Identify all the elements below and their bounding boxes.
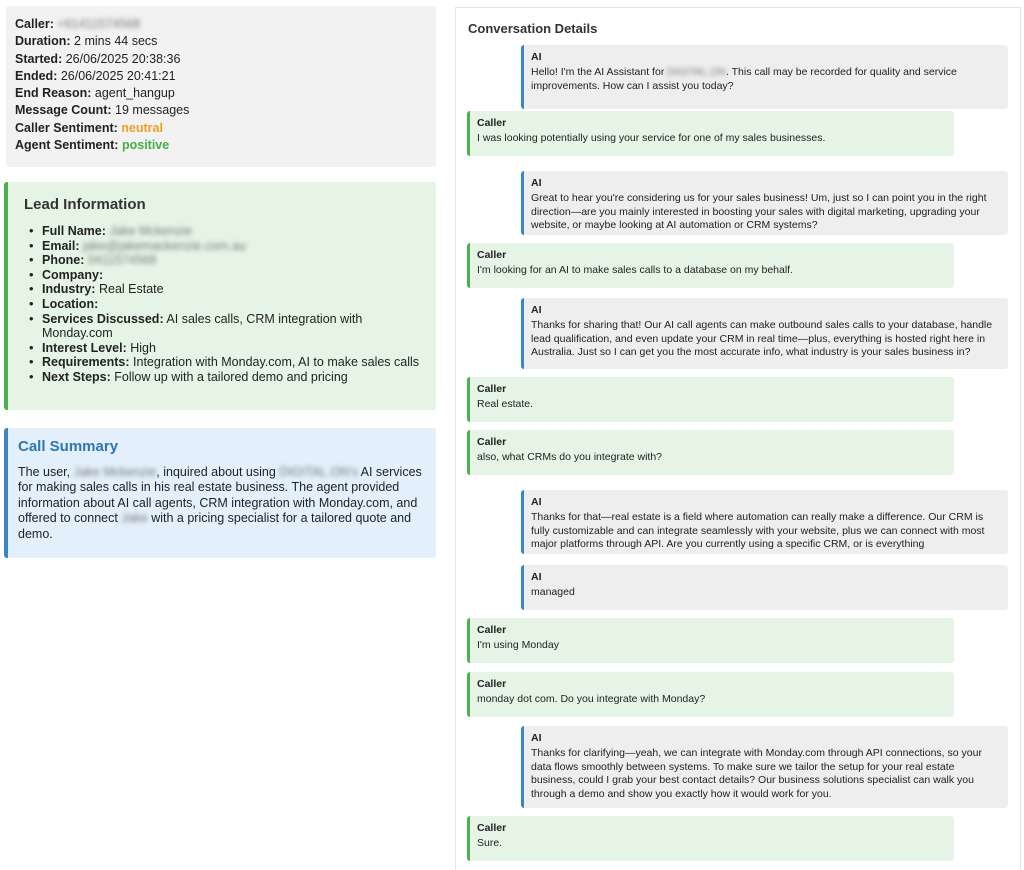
started-value: 26/06/2025 20:38:36	[65, 51, 181, 66]
started-row	[15, 51, 427, 68]
lead-field-full-name	[42, 224, 420, 239]
message-text: Thanks for sharing that! Our AI call agents can make outbound sales calls to your database, handle lead qualification, and even update your CRM in real time—plus, everything is hosted right here in Australia. Just so I can get you the most accurate info, what industry is your sales business in?	[531, 319, 993, 359]
message-text: Real estate.	[477, 398, 534, 411]
message-count-label: Message Count:	[15, 103, 112, 118]
end-reason-label: End Reason:	[15, 86, 92, 101]
lead-field-requirements	[42, 355, 420, 370]
lead-field-location	[42, 297, 420, 312]
message-text	[531, 66, 1000, 93]
summary-text-part: The user,	[18, 465, 74, 479]
redacted-name: Jake Mckenzie	[73, 465, 157, 479]
call-summary-text	[18, 465, 426, 542]
ai-message	[521, 726, 1008, 808]
message-text-part: Hello! I'm the AI Assistant for	[531, 66, 668, 79]
agent-sentiment-label: Agent Sentiment:	[15, 138, 119, 153]
caller-message	[467, 111, 954, 156]
ai-message	[521, 565, 1008, 610]
message-text: Great to hear you're considering us for your sales business! Um, just so I can point you in the right direction—are you mainly interested in boosting your sales with digital marketing, upgrading your website, or maybe looking at AI automation or CRM systems?	[531, 192, 987, 232]
message-speaker: Caller	[477, 249, 507, 261]
caller-sentiment-row	[15, 120, 427, 137]
lead-field-interest-level	[42, 341, 420, 356]
message-speaker: Caller	[477, 436, 507, 448]
lead-field-industry	[42, 282, 420, 297]
caller-message	[467, 816, 954, 861]
message-text: Thanks for that—real estate is a field where automation can really make a difference. Our CRM is fully customizable and can integrate seamlessly with your website, plus we can connect with most major platforms through API. Are you currently using a specific CRM, or is everything	[531, 511, 985, 551]
lead-field-value: Integration with Monday.com, AI to make sales calls	[133, 355, 420, 370]
lead-field-label: Services Discussed:	[42, 311, 164, 326]
duration-row	[15, 33, 427, 50]
message-speaker: Caller	[477, 383, 507, 395]
redacted-company: DIGITAL.ON	[667, 66, 726, 79]
message-text: I'm looking for an AI to make sales calls to a database on my behalf.	[477, 264, 794, 277]
message-speaker: AI	[531, 571, 542, 583]
message-text: also, what CRMs do you integrate with?	[477, 451, 663, 464]
lead-field-next-steps	[42, 370, 420, 385]
lead-field-label: Interest Level:	[42, 340, 127, 355]
ended-value: 26/06/2025 20:41:21	[60, 68, 176, 83]
message-speaker: Caller	[477, 117, 507, 129]
agent-sentiment-badge: positive	[121, 138, 170, 153]
conversation-title: Conversation Details	[468, 21, 598, 36]
started-label: Started:	[15, 51, 63, 66]
message-text: I'm using Monday	[477, 639, 559, 652]
lead-field-email	[42, 239, 420, 254]
duration-value: 2 mins 44 secs	[74, 34, 158, 49]
redacted-company: DIGITAL.ON's	[279, 465, 358, 479]
lead-field-label: Company:	[42, 267, 104, 282]
lead-field-value: Follow up with a tailored demo and pricing	[114, 369, 348, 384]
message-text: managed	[531, 586, 575, 599]
lead-field-services-discussed	[42, 312, 420, 341]
message-count-row	[15, 102, 427, 119]
call-info-panel	[6, 6, 436, 167]
caller-message	[467, 618, 954, 663]
caller-message	[467, 243, 954, 288]
ai-message	[521, 171, 1008, 235]
ai-message	[521, 298, 1008, 369]
caller-sentiment-label: Caller Sentiment:	[15, 120, 118, 135]
message-speaker: AI	[531, 732, 542, 744]
message-speaker: AI	[531, 496, 542, 508]
lead-information-list	[24, 224, 420, 385]
lead-field-label: Requirements:	[42, 355, 130, 370]
message-text-part: . This call may be recorded for quality and service improvements. How can I assist you today?	[531, 66, 957, 92]
lead-field-value: 0411574568	[87, 253, 157, 268]
summary-text-part: AI services for making sales calls in his real estate business. The agent provided information about AI call agents, CRM integration with Monday.com, and offered to connect	[18, 465, 422, 526]
lead-field-company	[42, 268, 420, 283]
message-speaker: Caller	[477, 624, 507, 636]
lead-field-label: Industry:	[42, 282, 96, 297]
call-summary-panel	[4, 428, 436, 558]
lead-field-label: Location:	[42, 296, 99, 311]
end-reason-row	[15, 85, 427, 102]
message-count-value: 19 messages	[115, 103, 190, 118]
lead-field-value: Jake Mckenzie	[109, 224, 193, 238]
summary-text-part: with a pricing specialist for a tailored quote and demo.	[18, 511, 412, 541]
ai-message	[521, 490, 1008, 554]
duration-label: Duration:	[15, 34, 71, 49]
message-text: I was looking potentially using your service for one of my sales businesses.	[477, 132, 826, 145]
message-speaker: AI	[531, 51, 542, 63]
end-reason-value: agent_hangup	[94, 86, 175, 101]
message-speaker: AI	[531, 304, 542, 316]
ai-message	[521, 45, 1008, 109]
message-text: monday dot com. Do you integrate with Monday?	[477, 693, 706, 706]
call-summary-title: Call Summary	[18, 438, 119, 455]
lead-field-value: AI sales calls, CRM integration with Monday.com	[42, 311, 363, 341]
lead-information-panel	[4, 182, 436, 410]
lead-field-label: Email:	[42, 238, 80, 253]
lead-field-value: Real Estate	[98, 282, 164, 297]
message-text: Thanks for clarifying—yeah, we can integrate with Monday.com through API connections, so your data flows smoothly between systems. To make sure we tailor the setup for your real estate business, could I grab your best contact details? Our business solutions specialist can walk you through a demo and show you exactly how it would work for you.	[531, 747, 982, 800]
lead-field-label: Phone:	[42, 253, 85, 268]
caller-number: +61411574568	[57, 17, 141, 31]
message-speaker: AI	[531, 177, 542, 189]
caller-message	[467, 377, 954, 422]
lead-field-phone	[42, 253, 420, 268]
lead-field-value: High	[130, 340, 156, 355]
message-speaker: Caller	[477, 678, 507, 690]
conversation-panel[interactable]	[455, 7, 1021, 870]
caller-row	[15, 16, 427, 33]
lead-field-label: Full Name:	[42, 224, 106, 238]
caller-message	[467, 672, 954, 717]
redacted-first-name: Jake	[121, 511, 148, 526]
message-text: Sure.	[477, 837, 503, 850]
lead-information-title: Lead Information	[24, 196, 146, 213]
agent-sentiment-row	[15, 137, 427, 154]
message-speaker: Caller	[477, 822, 507, 834]
caller-message	[467, 430, 954, 475]
caller-label: Caller:	[15, 17, 54, 31]
ended-label: Ended:	[15, 68, 58, 83]
caller-sentiment-badge: neutral	[121, 120, 163, 135]
lead-field-value: jake@jakemackenzie.com.au	[83, 238, 246, 253]
summary-text-part: , inquired about using	[156, 465, 280, 479]
lead-field-label: Next Steps:	[42, 369, 111, 384]
ended-row	[15, 68, 427, 85]
